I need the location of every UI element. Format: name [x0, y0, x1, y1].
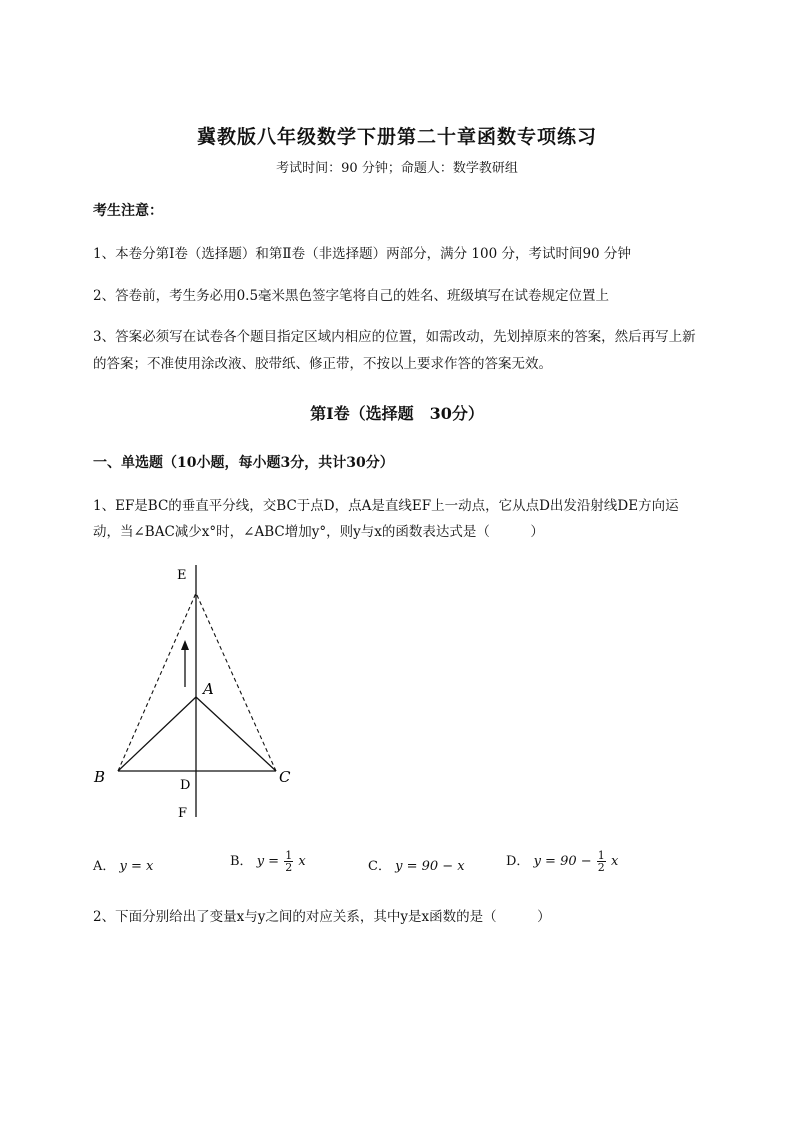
- page-title: 冀教版八年级数学下册第二十章函数专项练习: [196, 126, 597, 148]
- dashed-line-left: [118, 593, 196, 771]
- option-b[interactable]: [230, 850, 306, 873]
- option-d[interactable]: [506, 850, 618, 873]
- option-d-label: D．: [506, 854, 530, 869]
- section-title: 第Ⅰ卷（选择题 30分）: [310, 404, 484, 423]
- notice-item-2: 2、答卷前，考生务必用0.5毫米黑色签字笔将自己的姓名、班级填写在试卷规定位置上: [93, 288, 610, 304]
- question-1-line-2: 动，当∠BAC减少x°时，∠ABC增加y°，则y与x的函数表达式是（ ）: [93, 524, 544, 540]
- label-a: A: [203, 680, 214, 698]
- arrow-head-icon: [181, 640, 189, 650]
- section-subtitle: 一、单选题（10小题，每小题3分，共计30分）: [93, 455, 394, 471]
- label-b: B: [94, 768, 106, 786]
- option-b-post: x: [298, 854, 306, 869]
- option-d-fraction: [597, 850, 606, 873]
- question-2-line-1: 2、下面分别给出了变量x与y之间的对应关系，其中y是x函数的是（ ）: [93, 909, 551, 925]
- option-a[interactable]: [93, 855, 153, 874]
- geometry-figure: [80, 560, 320, 830]
- label-c: C: [279, 768, 291, 786]
- option-a-expr: y = x: [119, 859, 154, 874]
- option-d-pre: y = 90 −: [533, 854, 592, 869]
- option-c-expr: y = 90 − x: [395, 859, 465, 874]
- option-d-denominator: 2: [597, 861, 605, 874]
- notice-heading: 考生注意：: [93, 203, 163, 219]
- notice-item-3-cont: 的答案；不准使用涂改液、胶带纸、修正带，不按以上要求作答的答案无效。: [93, 356, 552, 372]
- notice-item-3: 3、答案必须写在试卷各个题目指定区域内相应的位置，如需改动，先划掉原来的答案，然后再写上新: [93, 329, 696, 345]
- notice-item-1: 1、本卷分第Ⅰ卷（选择题）和第Ⅱ卷（非选择题）两部分，满分 100 分，考试时间90 分钟: [93, 246, 631, 262]
- option-b-pre: y =: [256, 854, 280, 869]
- option-d-numerator: 1: [597, 849, 605, 862]
- option-b-numerator: 1: [285, 849, 293, 862]
- option-a-label: A．: [93, 859, 116, 874]
- option-b-fraction: [284, 850, 293, 873]
- option-c[interactable]: [368, 855, 465, 874]
- option-d-post: x: [610, 854, 619, 869]
- line-ac: [196, 697, 276, 771]
- option-b-label: B．: [230, 854, 253, 869]
- label-d: D: [180, 778, 191, 793]
- option-b-denominator: 2: [285, 861, 293, 874]
- label-e: E: [177, 568, 187, 583]
- option-c-label: C．: [368, 859, 391, 874]
- label-f: F: [178, 806, 188, 821]
- line-ab: [118, 697, 196, 771]
- question-1-line-1: 1、EF是BC的垂直平分线，交BC于点D，点A是直线EF上一动点，它从点D出发沿射线DE方向运: [93, 498, 679, 514]
- exam-info: 考试时间：90 分钟；命题人：数学教研组: [276, 161, 518, 176]
